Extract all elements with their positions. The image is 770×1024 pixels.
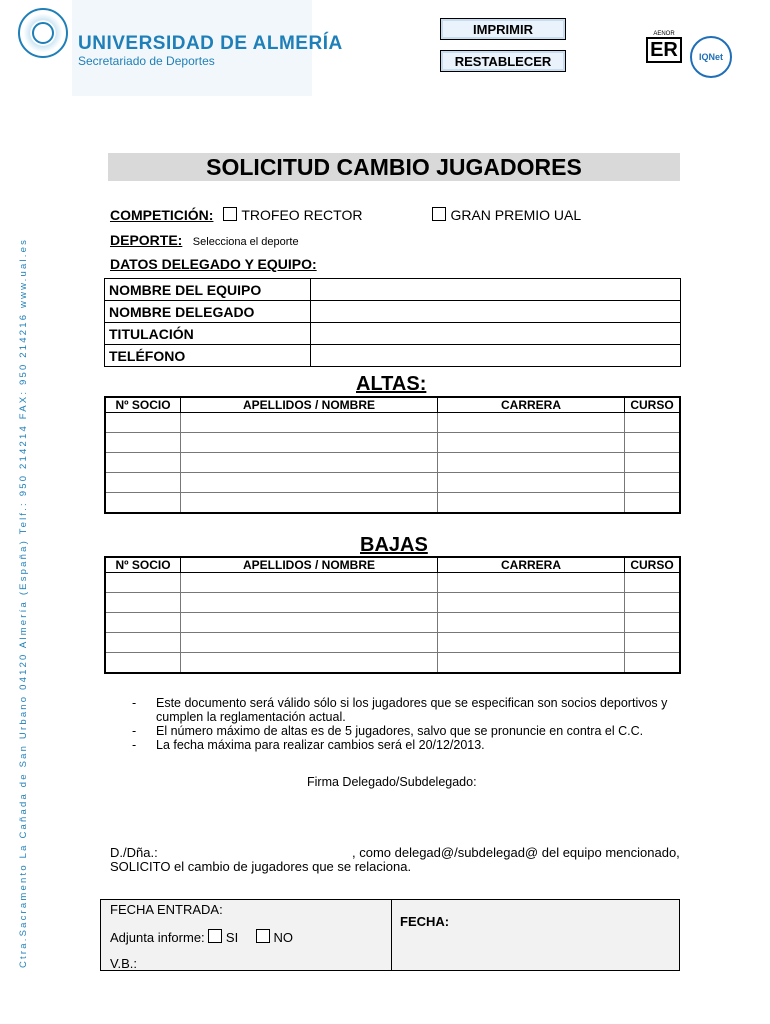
- bajas-cell[interactable]: [105, 613, 181, 633]
- sport-row: [110, 232, 299, 250]
- competition-label: COMPETICIÓN:: [110, 207, 214, 223]
- bajas-col-curso: CURSO: [625, 557, 681, 573]
- competition-row: [110, 207, 362, 225]
- bajas-cell[interactable]: [438, 633, 625, 653]
- altas-cell[interactable]: [438, 493, 625, 514]
- notes-list: [132, 696, 677, 752]
- altas-col-name: APELLIDOS / NOMBRE: [181, 397, 438, 413]
- university-name: UNIVERSIDAD DE ALMERÍA: [78, 33, 343, 54]
- trofeo-rector-checkbox[interactable]: [223, 207, 237, 221]
- bajas-cell[interactable]: [105, 573, 181, 593]
- bajas-col-name: APELLIDOS / NOMBRE: [181, 557, 438, 573]
- altas-cell[interactable]: [105, 413, 181, 433]
- delegate-name-label: NOMBRE DELEGADO: [105, 301, 311, 323]
- bajas-table: [104, 556, 681, 674]
- bajas-cell[interactable]: [438, 593, 625, 613]
- gran-premio-checkbox[interactable]: [432, 207, 446, 221]
- delegate-table: [104, 278, 681, 367]
- side-address-text: Ctra.Sacramento La Cañada de San Urbano 04120 Almería (España) Telf.: 950 214214 FAX: 950 214216 www.ual.es: [18, 237, 29, 968]
- bajas-cell[interactable]: [105, 593, 181, 613]
- report-no-label: NO: [273, 930, 293, 945]
- altas-cell[interactable]: [438, 453, 625, 473]
- altas-table: [104, 396, 681, 514]
- print-button[interactable]: IMPRIMIR: [440, 18, 566, 40]
- list-item: - El número máximo de altas es de 5 jugadores, salvo que se pronuncie en contra el C.C.: [132, 724, 644, 738]
- altas-cell[interactable]: [438, 413, 625, 433]
- office-use-box: [100, 899, 680, 971]
- trofeo-rector-label: TROFEO RECTOR: [241, 207, 363, 223]
- degree-label: TITULACIÓN: [105, 323, 311, 345]
- bajas-cell[interactable]: [181, 653, 438, 674]
- altas-cell[interactable]: [105, 433, 181, 453]
- report-yes-checkbox[interactable]: [208, 929, 222, 943]
- altas-cell[interactable]: [181, 493, 438, 514]
- phone-input[interactable]: [311, 345, 681, 367]
- bajas-cell[interactable]: [625, 573, 681, 593]
- table-row: [105, 593, 680, 613]
- bajas-cell[interactable]: [625, 593, 681, 613]
- altas-cell[interactable]: [181, 473, 438, 493]
- declarant-name-input[interactable]: [165, 844, 350, 860]
- declaration-suffix: , como delegad@/subdelegad@ del equipo mencionado,: [352, 845, 680, 860]
- altas-cell[interactable]: [625, 453, 681, 473]
- team-name-input[interactable]: [311, 279, 681, 301]
- gran-premio-row: [432, 207, 581, 225]
- table-row: [105, 473, 680, 493]
- page-title: SOLICITUD CAMBIO JUGADORES: [206, 154, 582, 180]
- altas-cell[interactable]: [438, 473, 625, 493]
- delegate-name-input[interactable]: [311, 301, 681, 323]
- reset-button[interactable]: RESTABLECER: [440, 50, 566, 72]
- bajas-cell[interactable]: [625, 613, 681, 633]
- bajas-cell[interactable]: [105, 633, 181, 653]
- gran-premio-label: GRAN PREMIO UAL: [450, 207, 582, 223]
- table-row: [105, 633, 680, 653]
- note-3: La fecha máxima para realizar cambios será el 20/12/2013.: [156, 738, 485, 752]
- list-item: - La fecha máxima para realizar cambios será el 20/12/2013.: [132, 738, 485, 752]
- altas-cell[interactable]: [181, 413, 438, 433]
- report-yes-label: SI: [225, 930, 239, 945]
- university-seal-logo: [18, 8, 68, 58]
- bajas-col-socio: Nº SOCIO: [105, 557, 181, 573]
- entry-date-label: FECHA ENTRADA:: [110, 902, 223, 917]
- sport-label: DEPORTE:: [110, 232, 183, 248]
- altas-col-curso: CURSO: [625, 397, 681, 413]
- altas-col-carrera: CARRERA: [438, 397, 625, 413]
- team-name-label: NOMBRE DEL EQUIPO: [105, 279, 311, 301]
- note-2: El número máximo de altas es de 5 jugadores, salvo que se pronuncie en contra el C.C.: [156, 724, 644, 738]
- declaration-line2: SOLICITO el cambio de jugadores que se relaciona.: [110, 859, 412, 874]
- vb-label: V.B.:: [110, 956, 137, 971]
- date-label: FECHA:: [400, 914, 450, 929]
- table-row: [105, 653, 680, 674]
- bajas-cell[interactable]: [438, 613, 625, 633]
- report-label: Adjunta informe:: [110, 930, 205, 945]
- table-row: [105, 453, 680, 473]
- department-name: Secretariado de Deportes: [78, 54, 215, 68]
- altas-title: ALTAS:: [356, 373, 427, 395]
- signature-label: Firma Delegado/Subdelegado:: [307, 775, 477, 789]
- aenor-er-certificate-logo: AENOR ER: [646, 31, 682, 79]
- note-1: Este documento será válido sólo si los jugadores que se especifican son socios deportivos y cumplen la reglamentación actual.: [156, 696, 668, 724]
- altas-cell[interactable]: [438, 433, 625, 453]
- report-row: [110, 929, 293, 945]
- bajas-cell[interactable]: [625, 633, 681, 653]
- altas-cell[interactable]: [181, 433, 438, 453]
- altas-cell[interactable]: [625, 413, 681, 433]
- table-row: [105, 493, 680, 514]
- bajas-cell[interactable]: [438, 653, 625, 674]
- altas-cell[interactable]: [625, 433, 681, 453]
- bajas-cell[interactable]: [625, 653, 681, 674]
- table-row: [105, 613, 680, 633]
- list-item: - Este documento será válido sólo si los jugadores que se especifican son socios deportivos y cumplen la reglamentación actual.: [132, 696, 677, 724]
- bajas-cell[interactable]: [181, 613, 438, 633]
- bajas-cell[interactable]: [105, 653, 181, 674]
- phone-label: TELÉFONO: [105, 345, 311, 367]
- delegate-section-label: DATOS DELEGADO Y EQUIPO:: [110, 256, 317, 272]
- table-row: [105, 433, 680, 453]
- office-divider: [391, 900, 392, 970]
- report-no-checkbox[interactable]: [256, 929, 270, 943]
- bajas-cell[interactable]: [181, 633, 438, 653]
- altas-cell[interactable]: [105, 473, 181, 493]
- altas-col-socio: Nº SOCIO: [105, 397, 181, 413]
- bajas-col-carrera: CARRERA: [438, 557, 625, 573]
- altas-cell[interactable]: [625, 493, 681, 514]
- bajas-title: BAJAS: [360, 534, 428, 556]
- altas-cell[interactable]: [625, 473, 681, 493]
- altas-cell[interactable]: [105, 493, 181, 514]
- declaration-prefix: D./Dña.:: [110, 845, 158, 860]
- iqnet-certificate-logo: IQNet: [690, 36, 732, 78]
- altas-cell[interactable]: [181, 453, 438, 473]
- bajas-cell[interactable]: [438, 573, 625, 593]
- table-row: [105, 413, 680, 433]
- altas-cell[interactable]: [105, 453, 181, 473]
- bajas-cell[interactable]: [181, 573, 438, 593]
- table-row: [105, 573, 680, 593]
- sport-select[interactable]: Selecciona el deporte: [192, 236, 299, 248]
- bajas-cell[interactable]: [181, 593, 438, 613]
- degree-input[interactable]: [311, 323, 681, 345]
